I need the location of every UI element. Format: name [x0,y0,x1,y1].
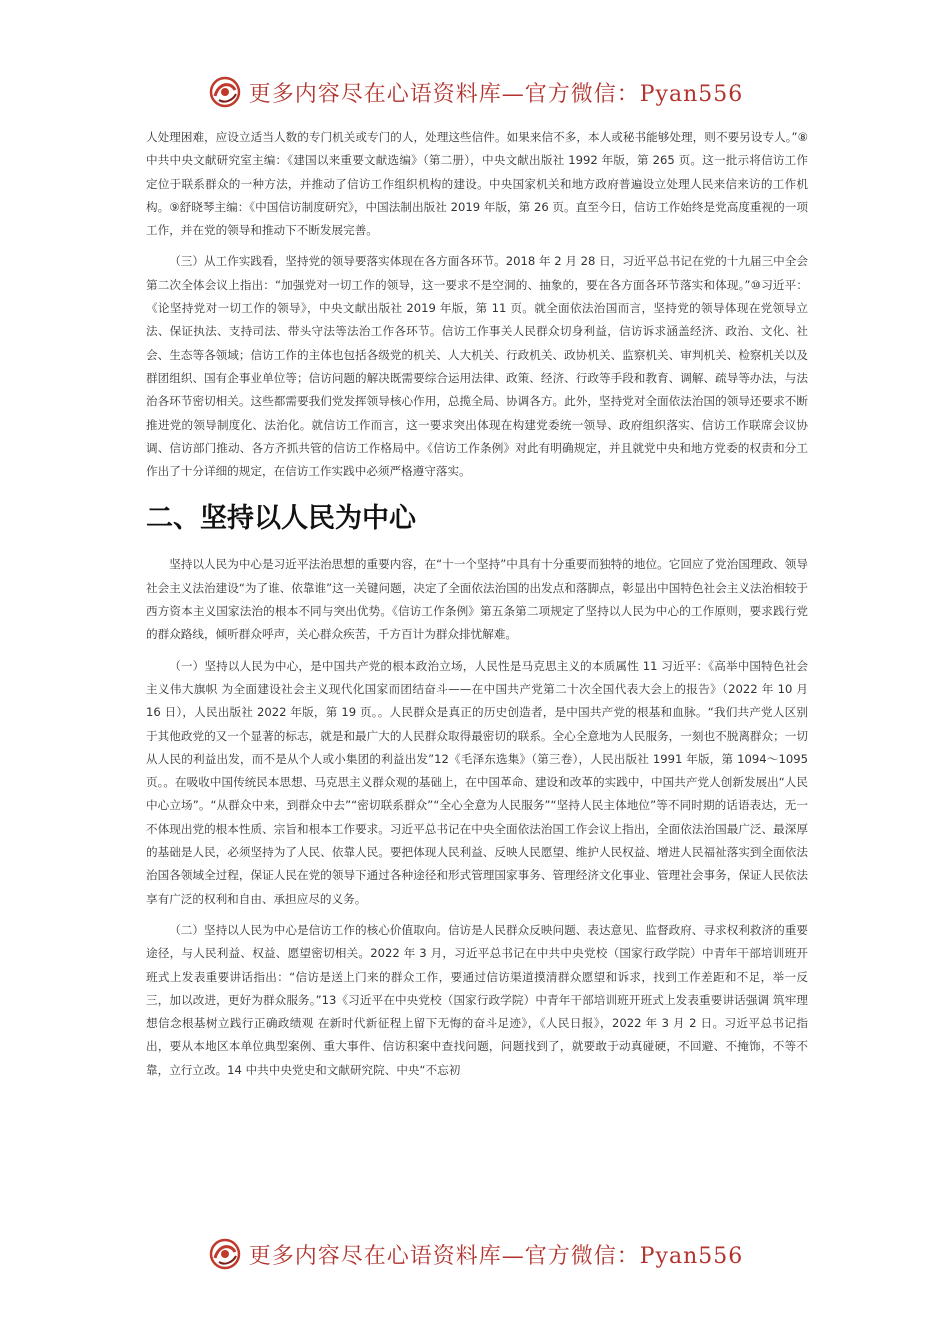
paragraph: 坚持以人民为中心是习近平法治思想的重要内容，在“十一个坚持”中具有十分重要而独特的地位。它回应了党治国理政、领导社会主义法治建设“为了谁、依靠谁”这一关键问题，决定了全面依法治国的出发点和落脚点，彰显出中国特色社会主义法治相较于西方资本主义国家法治的根本不同与突出优势。《信访工作条例》第五条第二项规定了坚持以人民为中心的工作原则，要求践行党的群众路线，倾听群众呼声，关心群众疾苦，千方百计为群众排忧解难。 [146,557,808,642]
paragraph: 人处理困难，应设立适当人数的专门机关或专门的人，处理这些信件。如果来信不多，本人或秘书能够处理，则不要另设专人。”⑧中共中央文献研究室主编：《建国以来重要文献选编》（第二册），中央文献出版社 1992 年版，第 265 页。这一批示将信访工作定位于联系群众的一种方法，并推动了信访工作组织机构的建设。中央国家机关和地方政府普遍设立处理人民来信来访的工作机构。⑨舒晓琴主编：《中国信访制度研究》，中国法制出版社 2019 年版，第 26 页。直至今日，信访工作始终是党高度重视的一项工作，并在党的领导和推动下不断发展完善。 [146,130,808,238]
banner-text: 更多内容尽在心语资料库—官方微信：Pyan556 [248,1243,744,1269]
paragraph: （三）从工作实践看，坚持党的领导要落实体现在各方面各环节。2018 年 2 月 28 日，习近平总书记在党的十九届三中全会第二次全体会议上指出：“加强党对一切工作的领导，这一要求不是空洞的、抽象的，要在各方面各环节落实和体现。”⑩习近平：《论坚持党对一切工作的领导》，中央文献出版社 2019 年版，第 11 页。就全面依法治国而言，坚持党的领导体现在党领导立法、保证执法、支持司法、带头守法等法治工作各环节。信访工作事关人民群众切身利益，信访诉求涵盖经济、政治、文化、社会、生态等各领域；信访工作的主体也包括各级党的机关、人大机关、行政机关、政协机关、监察机关、审判机关、检察机关以及群团组织、国有企事业单位等；信访问题的解决既需要综合运用法律、政策、经济、行政等手段和教育、调解、疏导等办法，与法治各环节密切相关。这些都需要我们党发挥领导核心作用，总揽全局、协调各方。此外，坚持党对全面依法治国的领导还要求不断推进党的领导制度化、法治化。就信访工作而言，这一要求突出体现在构建党委统一领导、政府组织落实、信访工作联席会议协调、信访部门推动、各方齐抓共管的信访工作格局中。《信访工作条例》对此有明确规定，并且就党中央和地方党委的权责和分工作出了十分详细的规定，在信访工作实践中必须严格遵守落实。 [146,254,808,479]
document-body [146,126,808,1090]
footer-banner [0,1236,950,1272]
logo-icon [207,1236,243,1272]
section-heading: 二、坚持以人民为中心 [146,503,416,535]
logo-icon [207,74,243,110]
banner-text: 更多内容尽在心语资料库—官方微信：Pyan556 [248,81,744,107]
paragraph: （二）坚持以人民为中心是信访工作的核心价值取向。信访是人民群众反映问题、表达意见、监督政府、寻求权利救济的重要途径，与人民利益、权益、愿望密切相关。2022 年 3 月，习近平总书记在中共中央党校（国家行政学院）中青年干部培训班开班式上发表重要讲话指出：“信访是送上门来的群众工作，要通过信访渠道摸清群众愿望和诉求，找到工作差距和不足，举一反三，加以改进，更好为群众服务。”13《习近平在中央党校（国家行政学院）中青年干部培训班开班式上发表重要讲话强调 筑牢理想信念根基树立践行正确政绩观 在新时代新征程上留下无悔的奋斗足迹》，《人民日报》，2022 年 3 月 2 日。习近平总书记指出，要从本地区本单位典型案例、重大事件、信访积案中查找问题，问题找到了，就要敢于动真碰硬，不回避、不掩饰，不等不靠，立行立改。14 中共中央党史和文献研究院、中央“不忘初 [146,922,808,1077]
header-banner [0,74,950,110]
paragraph: （一）坚持以人民为中心，是中国共产党的根本政治立场，人民性是马克思主义的本质属性 11 习近平：《高举中国特色社会主义伟大旗帜 为全面建设社会主义现代化国家而团结奋斗——在中国共产党第二十次全国代表大会上的报告》（2022 年 10 月 16 日），人民出版社 2022 年版，第 19 页。。人民群众是真正的历史创造者，是中国共产党的根基和血脉。“我们共产党人区别于其他政党的又一个显著的标志，就是和最广大的人民群众取得最密切的联系。全心全意地为人民服务，一刻也不脱离群众；一切从人民的利益出发，而不是从个人或小集团的利益出发”12《毛泽东选集》（第三卷），人民出版社 1991 年版，第 1094～1095 页。。在吸收中国传统民本思想、马克思主义群众观的基础上，在中国革命、建设和改革的实践中，中国共产党人创新发展出“人民中心立场”。“从群众中来，到群众中去”“密切联系群众”“全心全意为人民服务”“坚持人民主体地位”等不同时期的话语表达，无一不体现出党的根本性质、宗旨和根本工作要求。习近平总书记在中央全面依法治国工作会议上指出，全面依法治国最广泛、最深厚的基础是人民，必须坚持为了人民、依靠人民。要把体现人民利益、反映人民愿望、维护人民权益、增进人民福祉落实到全面依法治国各领域全过程，保证人民在党的领导下通过各种途径和形式管理国家事务、管理经济文化事业、管理社会事务，保证人民依法享有广泛的权利和自由、承担应尽的义务。 [146,658,808,906]
